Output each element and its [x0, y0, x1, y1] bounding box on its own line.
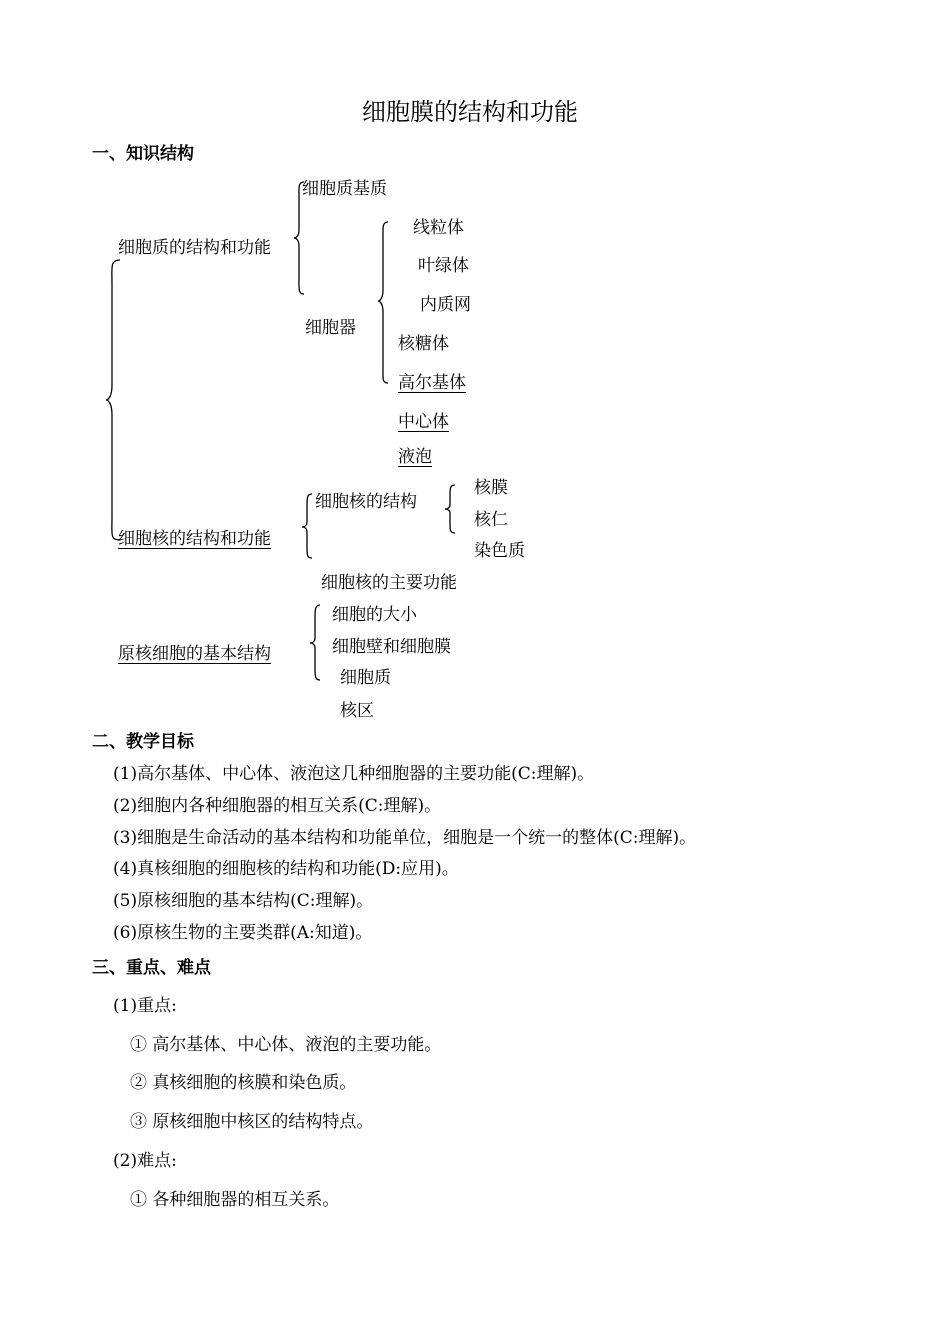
goal-item: (6)原核生物的主要类群(A:知道)。 [113, 923, 373, 943]
section-heading-teaching-goals: 二、教学目标 [92, 732, 194, 752]
brace-organelles [376, 218, 392, 388]
goal-item: (4)真核细胞的细胞核的结构和功能(D:应用)。 [113, 859, 459, 879]
nucleus-item: 染色质 [474, 541, 525, 561]
difficult-points-label: (2)难点: [113, 1151, 177, 1171]
tree-nucleus: 细胞核的结构和功能 [118, 529, 271, 549]
key-point-item: ③ 原核细胞中核区的结构特点。 [130, 1112, 374, 1132]
goal-item: (2)细胞内各种细胞器的相互关系(C:理解)。 [113, 796, 442, 816]
prokaryote-item: 核区 [340, 701, 374, 721]
organelle-item: 核糖体 [398, 334, 449, 354]
big-brace [104, 255, 124, 545]
section-heading-knowledge-structure: 一、知识结构 [92, 144, 194, 164]
goal-item: (1)高尔基体、中心体、液泡这几种细胞器的主要功能(C:理解)。 [113, 764, 595, 784]
nucleus-item: 核膜 [474, 478, 508, 498]
brace-prokaryote [308, 602, 324, 684]
prokaryote-item: 细胞壁和细胞膜 [332, 637, 451, 657]
organelle-item: 高尔基体 [398, 373, 466, 393]
goal-item: (5)原核细胞的基本结构(C:理解)。 [113, 891, 374, 911]
brace-nucleus [300, 490, 316, 562]
key-point-item: ① 高尔基体、中心体、液泡的主要功能。 [130, 1035, 442, 1055]
organelle-item: 液泡 [398, 447, 432, 467]
section-heading-key-difficult: 三、重点、难点 [92, 958, 211, 978]
key-point-item: ② 真核细胞的核膜和染色质。 [130, 1073, 357, 1093]
tree-nucleus-structure: 细胞核的结构 [315, 492, 417, 512]
goal-item: (3)细胞是生命活动的基本结构和功能单位，细胞是一个统一的整体(C:理解)。 [113, 828, 697, 848]
organelle-item: 内质网 [420, 295, 471, 315]
tree-matrix: 细胞质基质 [302, 179, 387, 199]
tree-cytoplasm: 细胞质的结构和功能 [118, 238, 271, 258]
key-points-label: (1)重点: [113, 996, 177, 1016]
tree-nucleus-function: 细胞核的主要功能 [321, 573, 457, 593]
nucleus-item: 核仁 [474, 510, 508, 530]
difficult-point-item: ① 各种细胞器的相互关系。 [130, 1190, 340, 1210]
organelle-item: 叶绿体 [418, 256, 469, 276]
brace-nucleus-structure [443, 482, 459, 537]
tree-prokaryote: 原核细胞的基本结构 [118, 644, 271, 664]
organelle-item: 中心体 [398, 412, 449, 432]
page-title: 细胞膜的结构和功能 [362, 98, 578, 126]
tree-organelles: 细胞器 [305, 318, 356, 338]
prokaryote-item: 细胞的大小 [332, 605, 417, 625]
organelle-item: 线粒体 [413, 218, 464, 238]
prokaryote-item: 细胞质 [340, 668, 391, 688]
